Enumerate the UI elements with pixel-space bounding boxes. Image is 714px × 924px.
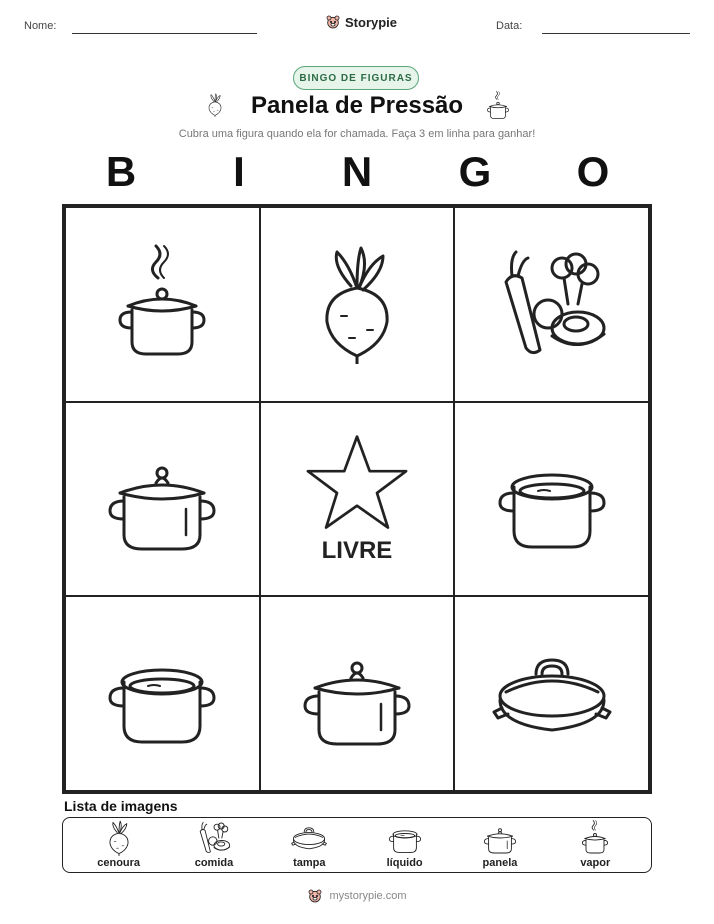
list-item xyxy=(269,820,349,869)
image-list-title: Lista de imagens xyxy=(64,798,178,814)
list-item xyxy=(460,820,540,869)
liquid-pot-icon xyxy=(102,629,222,759)
free-space-label: LIVRE xyxy=(321,536,393,564)
steam-pot-icon xyxy=(102,239,222,369)
list-item xyxy=(79,820,159,869)
bingo-letter: N xyxy=(341,148,373,195)
bingo-cell-free[interactable] xyxy=(260,402,455,597)
lid-icon xyxy=(492,629,612,759)
list-item-label: cenoura xyxy=(97,857,141,869)
storypie-mascot-icon xyxy=(307,888,323,904)
bingo-letter: G xyxy=(458,148,492,195)
pot-icon xyxy=(297,629,417,759)
storypie-mascot-icon xyxy=(325,14,341,30)
list-item-label: vapor xyxy=(580,857,611,869)
list-item xyxy=(555,820,635,869)
date-line[interactable] xyxy=(542,33,690,34)
footer xyxy=(0,888,714,904)
bingo-cell-beet[interactable] xyxy=(260,207,455,402)
bingo-cell-pot[interactable] xyxy=(260,596,455,791)
name-line[interactable] xyxy=(72,33,257,34)
instructions: Cubra uma figura quando ela for chamada. Faça 3 em linha para ganhar! xyxy=(178,128,536,140)
bingo-header xyxy=(62,148,652,196)
date-label: Data: xyxy=(496,20,523,32)
list-item xyxy=(365,820,445,869)
bingo-letter: I xyxy=(233,148,245,195)
bingo-cell-food[interactable] xyxy=(454,207,649,402)
list-item xyxy=(174,820,254,869)
star-icon xyxy=(302,433,412,533)
list-item-label: panela xyxy=(482,857,518,869)
bingo-cell-pot[interactable] xyxy=(65,402,260,597)
bingo-card xyxy=(62,204,652,794)
bingo-cell-steam[interactable] xyxy=(65,207,260,402)
worksheet-badge: BINGO DE FIGURAS xyxy=(293,66,419,90)
beet-icon xyxy=(297,239,417,369)
brand-name: Storypie xyxy=(345,14,398,30)
bingo-cell-lid[interactable] xyxy=(454,596,649,791)
bingo-cell-liquid[interactable] xyxy=(454,402,649,597)
bingo-letter: B xyxy=(105,148,137,195)
list-item-label: líquido xyxy=(386,857,423,869)
lid-icon xyxy=(289,820,329,856)
list-item-label: tampa xyxy=(293,857,326,869)
footer-url: mystorypie.com xyxy=(329,890,407,902)
brand-logo xyxy=(325,14,397,30)
liquid-pot-icon xyxy=(385,820,425,856)
pot-icon xyxy=(480,820,520,856)
pot-icon xyxy=(102,434,222,564)
steam-pot-icon xyxy=(483,90,513,122)
food-icon xyxy=(492,239,612,369)
name-label: Nome: xyxy=(24,20,57,32)
steam-pot-icon xyxy=(575,820,615,856)
bingo-cell-liquid[interactable] xyxy=(65,596,260,791)
liquid-pot-icon xyxy=(492,434,612,564)
bingo-letter: O xyxy=(576,148,610,195)
page-title: Panela de Pressão xyxy=(250,92,464,119)
food-icon xyxy=(194,820,234,856)
list-item-label: comida xyxy=(194,857,234,869)
image-list xyxy=(62,817,652,873)
beet-icon xyxy=(99,820,139,856)
